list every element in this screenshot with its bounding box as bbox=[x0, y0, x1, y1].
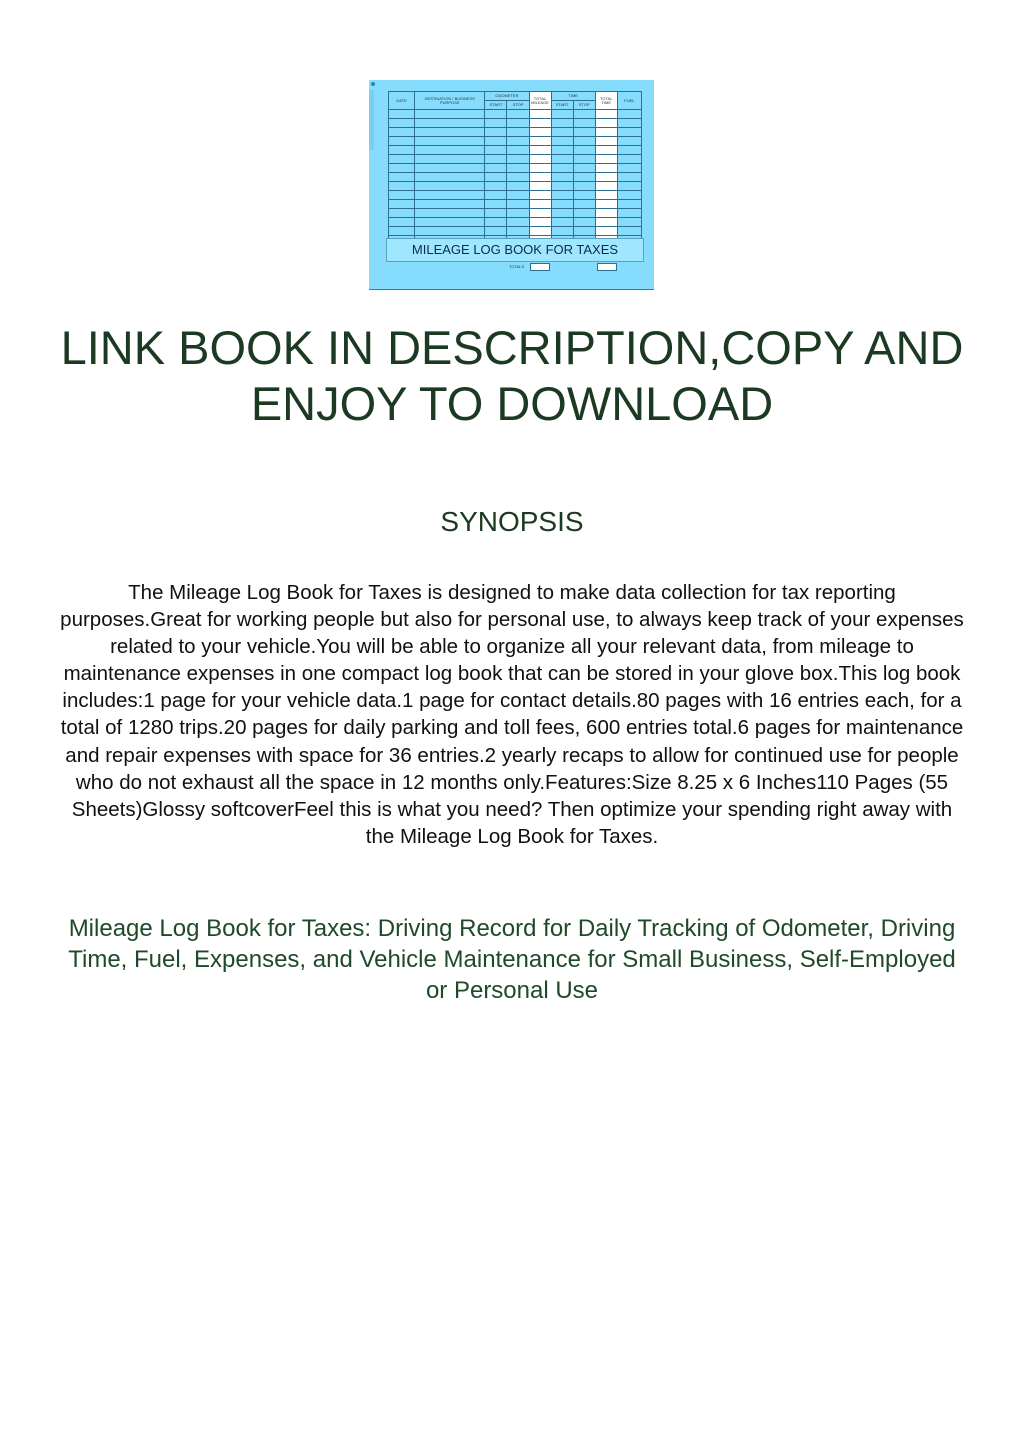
log-cell bbox=[485, 128, 507, 137]
log-cell bbox=[617, 110, 641, 119]
log-cell bbox=[415, 209, 485, 218]
log-cell bbox=[529, 182, 551, 191]
log-cell bbox=[617, 173, 641, 182]
log-row bbox=[389, 173, 642, 182]
log-cell bbox=[617, 218, 641, 227]
log-cell bbox=[595, 182, 617, 191]
log-cell bbox=[551, 146, 573, 155]
header-odometer: ODOMETER bbox=[485, 92, 529, 101]
log-cell bbox=[573, 164, 595, 173]
log-cell bbox=[389, 155, 415, 164]
log-cell bbox=[507, 209, 529, 218]
log-cell bbox=[389, 110, 415, 119]
log-cell bbox=[415, 110, 485, 119]
log-row bbox=[389, 137, 642, 146]
log-cell bbox=[415, 218, 485, 227]
log-cell bbox=[617, 209, 641, 218]
log-cell bbox=[551, 119, 573, 128]
log-cell bbox=[617, 182, 641, 191]
log-cell bbox=[573, 155, 595, 164]
log-cell bbox=[389, 218, 415, 227]
log-cell bbox=[415, 146, 485, 155]
log-cell bbox=[507, 128, 529, 137]
log-cell bbox=[507, 119, 529, 128]
log-cell bbox=[529, 119, 551, 128]
log-cell bbox=[595, 164, 617, 173]
log-cell bbox=[485, 191, 507, 200]
log-cell bbox=[389, 128, 415, 137]
log-cell bbox=[595, 200, 617, 209]
log-cell bbox=[573, 128, 595, 137]
header-odometer-stop: STOP bbox=[507, 101, 529, 110]
log-cell bbox=[415, 119, 485, 128]
header-destination: DESTINATION / BUSINESS PURPOSE bbox=[415, 92, 485, 110]
log-cell bbox=[551, 173, 573, 182]
log-cell bbox=[573, 218, 595, 227]
header-date: DATE bbox=[389, 92, 415, 110]
log-cell bbox=[551, 110, 573, 119]
log-cell bbox=[485, 110, 507, 119]
log-cell bbox=[485, 227, 507, 236]
log-cell bbox=[595, 155, 617, 164]
log-cell bbox=[617, 227, 641, 236]
log-cell bbox=[415, 191, 485, 200]
header-total-mileage: TOTAL MILEAGE bbox=[529, 92, 551, 110]
log-cell bbox=[529, 227, 551, 236]
log-cell bbox=[617, 200, 641, 209]
cover-banner: MILEAGE LOG BOOK FOR TAXES bbox=[386, 238, 644, 262]
log-cell bbox=[529, 200, 551, 209]
log-cell bbox=[595, 128, 617, 137]
log-cell bbox=[529, 155, 551, 164]
log-cell bbox=[415, 128, 485, 137]
log-cell bbox=[617, 146, 641, 155]
log-cell bbox=[529, 137, 551, 146]
log-cell bbox=[573, 209, 595, 218]
total-mileage-box bbox=[530, 263, 550, 271]
log-cell bbox=[389, 119, 415, 128]
log-row bbox=[389, 227, 642, 236]
log-cell bbox=[415, 164, 485, 173]
log-cell bbox=[507, 191, 529, 200]
log-cell bbox=[595, 173, 617, 182]
log-cell bbox=[485, 164, 507, 173]
log-row bbox=[389, 119, 642, 128]
log-row bbox=[389, 209, 642, 218]
log-cell bbox=[551, 200, 573, 209]
log-cell bbox=[507, 200, 529, 209]
log-cell bbox=[573, 227, 595, 236]
log-cell bbox=[551, 227, 573, 236]
log-row bbox=[389, 182, 642, 191]
log-cell bbox=[617, 128, 641, 137]
log-cell bbox=[485, 218, 507, 227]
log-cell bbox=[529, 209, 551, 218]
log-cell bbox=[551, 155, 573, 164]
log-row bbox=[389, 164, 642, 173]
log-cell bbox=[595, 227, 617, 236]
log-cell bbox=[389, 146, 415, 155]
log-cell bbox=[415, 155, 485, 164]
table-header-row bbox=[389, 92, 642, 101]
log-cell bbox=[595, 137, 617, 146]
page-title: LINK BOOK IN DESCRIPTION,COPY AND ENJOY TO DOWNLOAD bbox=[60, 321, 964, 430]
synopsis-body: The Mileage Log Book for Taxes is designed to make data collection for tax reporting purposes.Great for working people but also for personal use, to always keep track of your expenses related to your vehicle.You will be able to organize all your relevant data, from mileage to maintenance expenses in one compact log book that can be stored in your glove box.This log book includes:1 page for your vehicle data.1 page for contact details.80 pages with 16 entries each, for a total of 1280 trips.20 pages for daily parking and toll fees, 600 entries total.6 pages for maintenance and repair expenses with space for 36 entries.2 yearly recaps to allow for continued use for people who do not exhaust all the space in 12 months only.Features:Size 8.25 x 6 Inches110 Pages (55 Sheets)Glossy softcoverFeel this is what you need? Then optimize your spending right away with the Mileage Log Book for Taxes. bbox=[60, 581, 964, 848]
spine-label bbox=[369, 90, 374, 150]
log-table-body bbox=[389, 110, 642, 254]
log-cell bbox=[595, 218, 617, 227]
log-cell bbox=[507, 164, 529, 173]
log-cell bbox=[507, 227, 529, 236]
log-cell bbox=[595, 191, 617, 200]
log-cell bbox=[485, 137, 507, 146]
log-cell bbox=[617, 191, 641, 200]
log-cell bbox=[573, 110, 595, 119]
log-cell bbox=[389, 182, 415, 191]
log-cell bbox=[529, 164, 551, 173]
log-cell bbox=[617, 155, 641, 164]
log-cell bbox=[617, 137, 641, 146]
log-cell bbox=[573, 173, 595, 182]
header-fuel: FUEL bbox=[617, 92, 641, 110]
log-cell bbox=[551, 218, 573, 227]
log-row bbox=[389, 128, 642, 137]
log-cell bbox=[529, 128, 551, 137]
log-cell bbox=[485, 119, 507, 128]
log-cell bbox=[573, 200, 595, 209]
log-cell bbox=[389, 209, 415, 218]
log-cell bbox=[507, 155, 529, 164]
log-cell bbox=[485, 209, 507, 218]
log-cell bbox=[485, 182, 507, 191]
log-cell bbox=[485, 200, 507, 209]
log-cell bbox=[529, 191, 551, 200]
log-cell bbox=[507, 218, 529, 227]
log-cell bbox=[415, 137, 485, 146]
log-row bbox=[389, 155, 642, 164]
log-cell bbox=[551, 128, 573, 137]
log-row bbox=[389, 146, 642, 155]
log-cell bbox=[415, 227, 485, 236]
header-odometer-start: START bbox=[485, 101, 507, 110]
log-row bbox=[389, 218, 642, 227]
log-cell bbox=[573, 191, 595, 200]
log-cell bbox=[389, 191, 415, 200]
log-cell bbox=[595, 119, 617, 128]
log-cell bbox=[507, 182, 529, 191]
log-cell bbox=[529, 173, 551, 182]
book-cover-image bbox=[369, 80, 654, 290]
log-row bbox=[389, 200, 642, 209]
log-row bbox=[389, 110, 642, 119]
log-cell bbox=[389, 137, 415, 146]
log-cell bbox=[595, 209, 617, 218]
total-time-box bbox=[597, 263, 617, 271]
log-cell bbox=[415, 200, 485, 209]
log-cell bbox=[573, 182, 595, 191]
log-cell bbox=[389, 164, 415, 173]
log-cell bbox=[595, 146, 617, 155]
log-cell bbox=[573, 137, 595, 146]
log-cell bbox=[529, 146, 551, 155]
log-cell bbox=[595, 110, 617, 119]
log-cell bbox=[551, 191, 573, 200]
log-cell bbox=[507, 110, 529, 119]
log-cell bbox=[485, 173, 507, 182]
header-time: TIME bbox=[551, 92, 595, 101]
spine-dot bbox=[371, 82, 375, 86]
log-cell bbox=[485, 146, 507, 155]
log-cell bbox=[551, 164, 573, 173]
log-cell bbox=[389, 227, 415, 236]
log-cell bbox=[485, 155, 507, 164]
log-cell bbox=[529, 218, 551, 227]
log-row bbox=[389, 191, 642, 200]
log-cell bbox=[415, 173, 485, 182]
log-cell bbox=[529, 110, 551, 119]
log-cell bbox=[551, 182, 573, 191]
log-cell bbox=[507, 137, 529, 146]
log-cell bbox=[573, 146, 595, 155]
header-time-stop: STOP bbox=[573, 101, 595, 110]
log-cell bbox=[573, 119, 595, 128]
log-cell bbox=[415, 182, 485, 191]
log-cell bbox=[389, 173, 415, 182]
log-cell bbox=[551, 137, 573, 146]
book-title: Mileage Log Book for Taxes: Driving Record for Daily Tracking of Odometer, Driving Time, Fuel, Expenses, and Vehicle Maintenance for Small Business, Self-Employed or Personal Use bbox=[68, 915, 956, 1004]
header-total-time: TOTAL TIME bbox=[595, 92, 617, 110]
cover-totals-label: TOTALS bbox=[509, 264, 525, 269]
log-cell bbox=[617, 119, 641, 128]
synopsis-heading: SYNOPSIS bbox=[440, 506, 584, 537]
log-cell bbox=[617, 164, 641, 173]
log-cell bbox=[551, 209, 573, 218]
log-cell bbox=[389, 200, 415, 209]
log-cell bbox=[507, 173, 529, 182]
log-table bbox=[388, 91, 642, 254]
log-cell bbox=[507, 146, 529, 155]
header-time-start: START bbox=[551, 101, 573, 110]
